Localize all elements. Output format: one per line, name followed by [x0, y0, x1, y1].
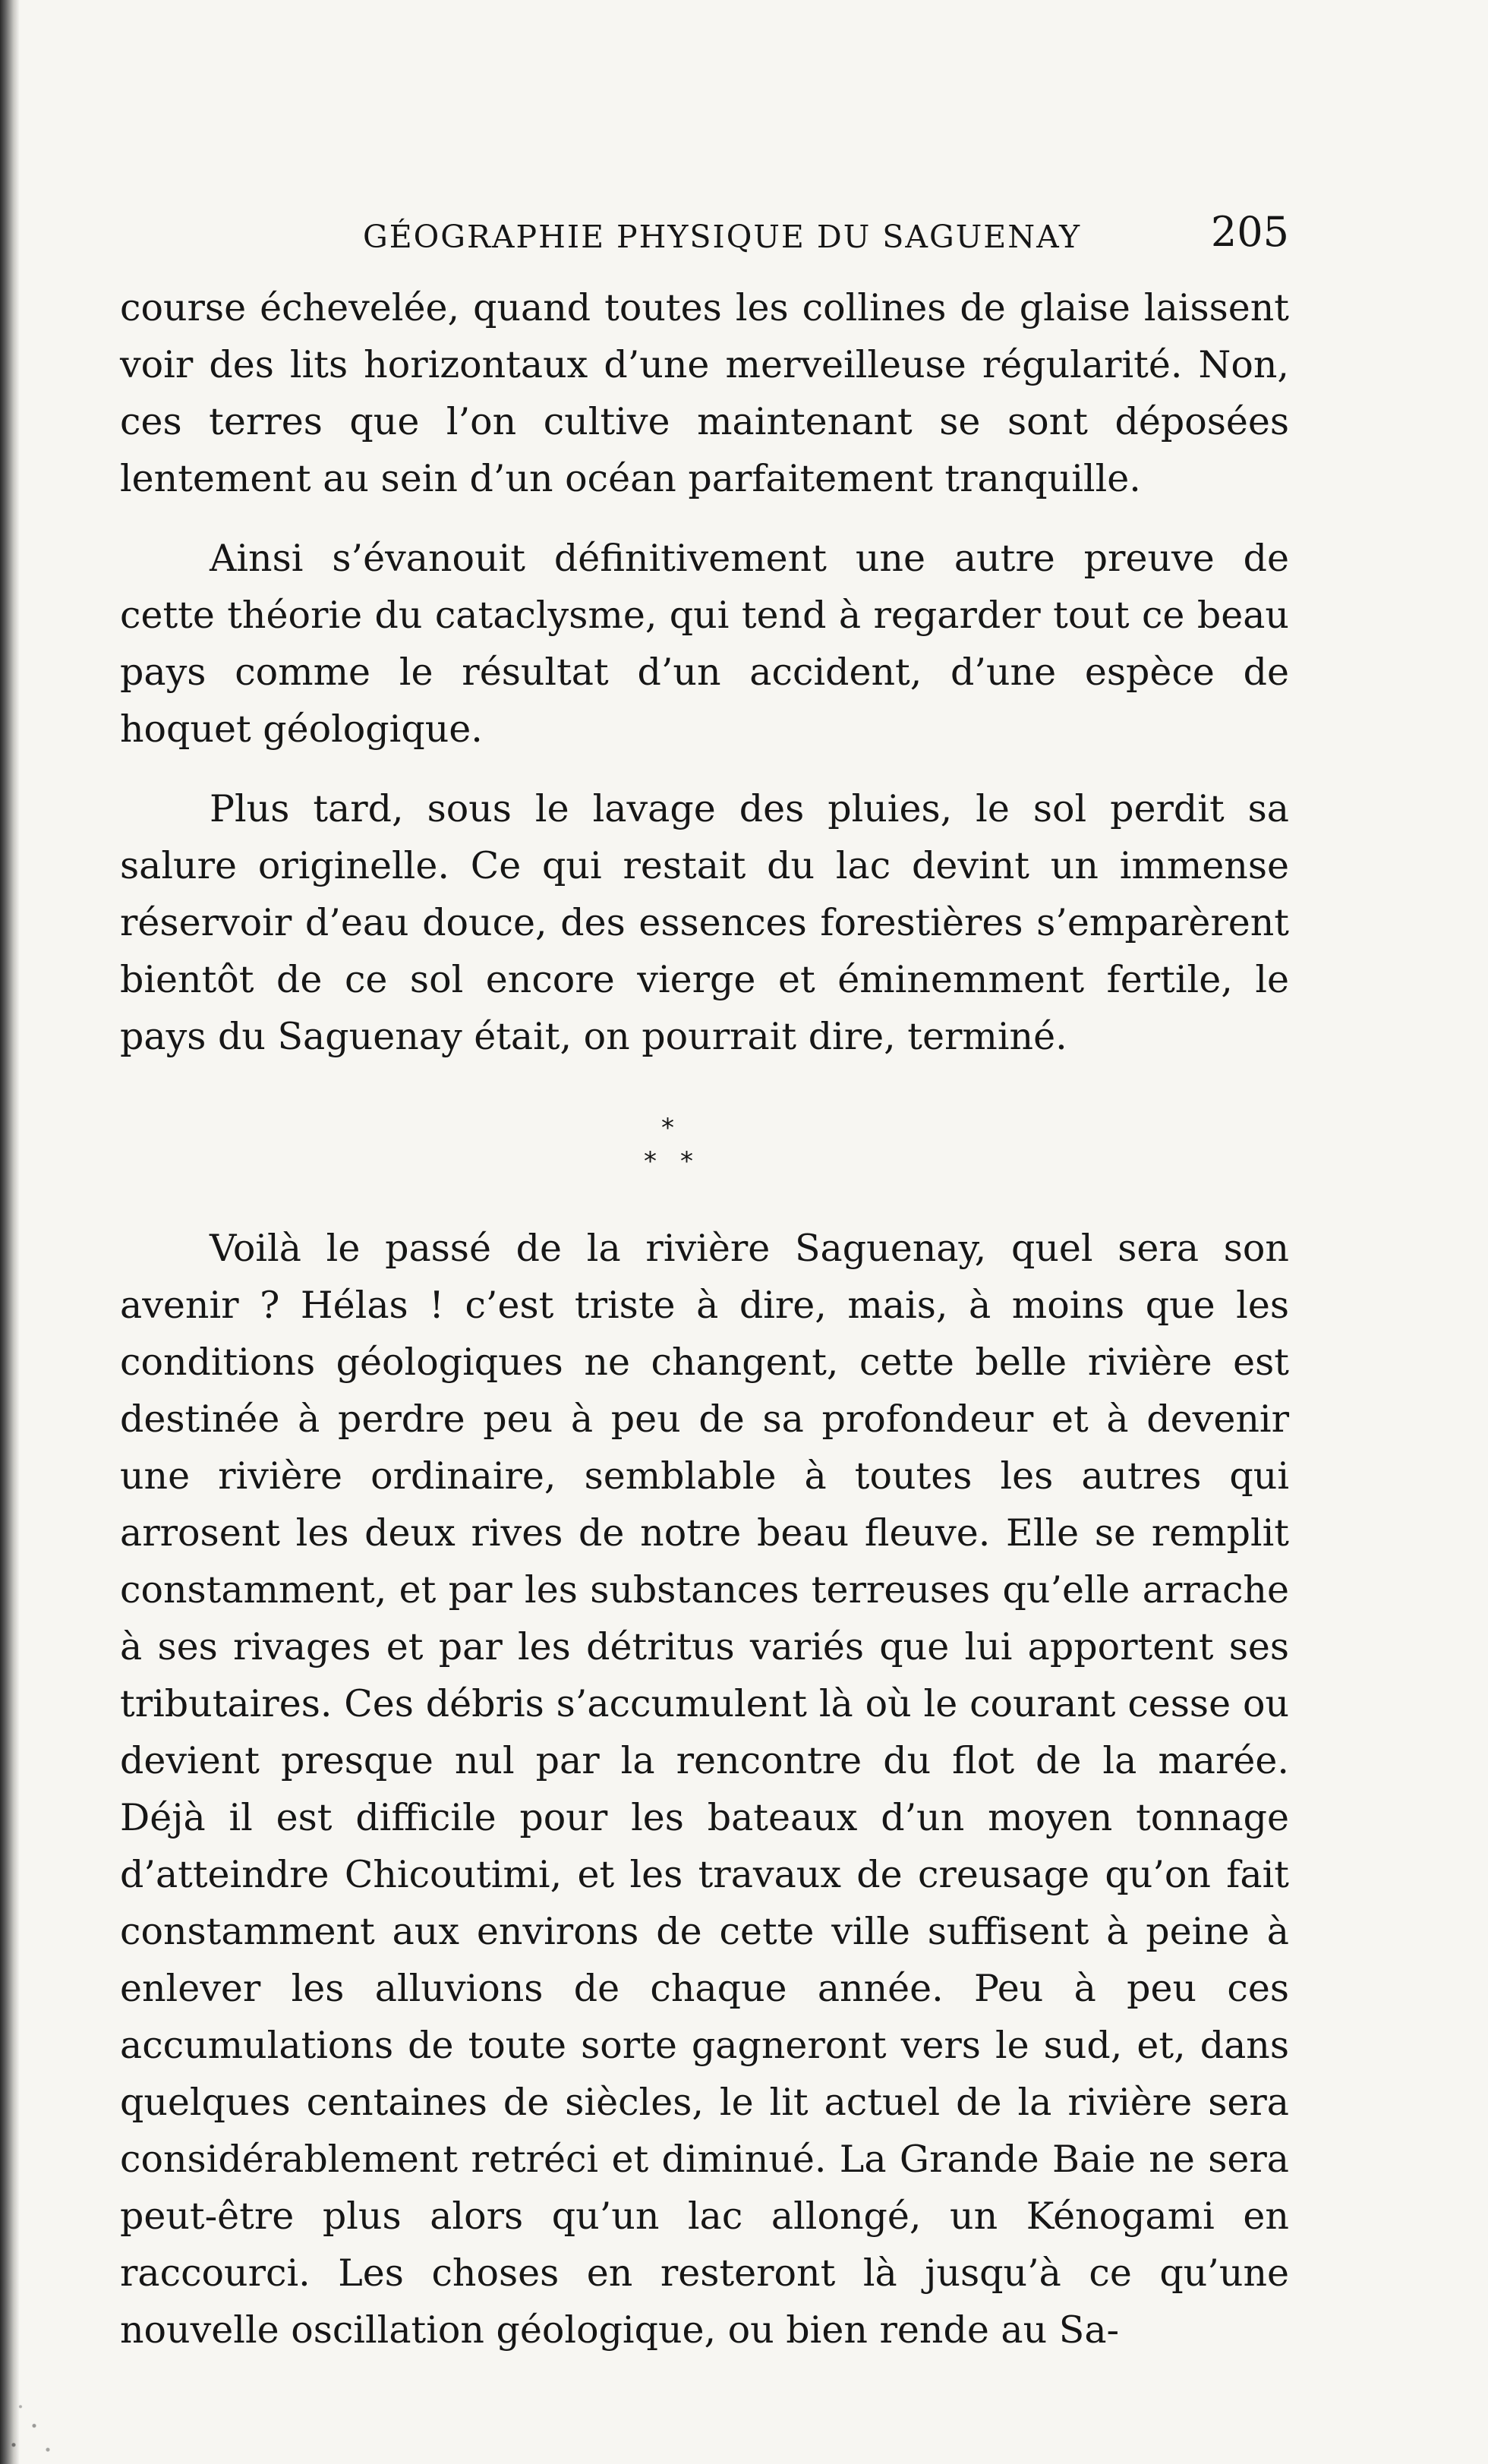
paragraph-4: Voilà le passé de la rivière Saguenay, quel sera son avenir ? Hélas ! c’est triste à dire, mais, à moins que les conditions géologiques ne changent, cette belle rivière est destinée à perdre peu à peu de sa profondeur et à devenir une rivière ordinaire, semblable à toutes les autres qui arrosent les deux rives de notre beau fleuve. Elle se remplit constamment, et par les substances terreuses qu’elle arrache à ses rivages et par les détritus variés que lui apportent ses tributaires. Ces débris s’accumulent là où le courant cesse ou devient presque nul par la rencontre du flot de la marée. Déjà il est difficile pour les bateaux d’un moyen tonnage d’atteindre Chicoutimi, et les travaux de creusage qu’on fait constamment aux environs de cette ville suffisent à peine à enlever les alluvions de chaque année. Peu à peu ces accumulations de toute sorte gagneront vers le sud, et, dans quelques centaines de siècles, le lit actuel de la rivière sera considérablement retréci et diminué. La Grande Baie ne sera peut-être plus alors qu’un lac allongé, un Kénogami en raccourci. Les choses en resteront là jusqu’à ce qu’une nouvelle oscillation géologique, ou bien rende au Sa-	[120, 1227, 1289, 2352]
asterism-star-right: *	[680, 1146, 693, 1177]
paragraph-3: Plus tard, sous le lavage des pluies, le sol perdit sa salure originelle. Ce qui restait du lac devint un immense réservoir d’eau douce, des essences forestières s’emparèrent bientôt de ce sol encore vierge et éminemment fertile, le pays du Saguenay était, on pourrait dire, terminé.	[120, 787, 1289, 1058]
running-head	[120, 205, 1289, 273]
section-asterism	[120, 1088, 1289, 1202]
asterism-star-top: *	[661, 1113, 674, 1143]
paper-specks	[0, 2368, 68, 2464]
asterism-star-left: *	[644, 1146, 657, 1177]
running-title: GÉOGRAPHIE PHYSIQUE DU SAGUENAY	[363, 219, 1082, 255]
page-number: 205	[1210, 208, 1289, 256]
book-page	[120, 205, 1289, 2381]
paragraph-1: course échevelée, quand toutes les collines de glaise laissent voir des lits horizontaux d’une merveilleuse régularité. Non, ces terres que l’on cultive maintenant se sont déposées lentement au sein d’un océan parfaitement tranquille.	[120, 286, 1289, 500]
paragraph-2: Ainsi s’évanouit définitivement une autre preuve de cette théorie du cataclysme, qui tend à regarder tout ce beau pays comme le résultat d’un accident, d’une espèce de hoquet géologique.	[120, 537, 1289, 751]
page-binding-edge	[0, 0, 20, 2464]
body-text	[120, 279, 1289, 2358]
